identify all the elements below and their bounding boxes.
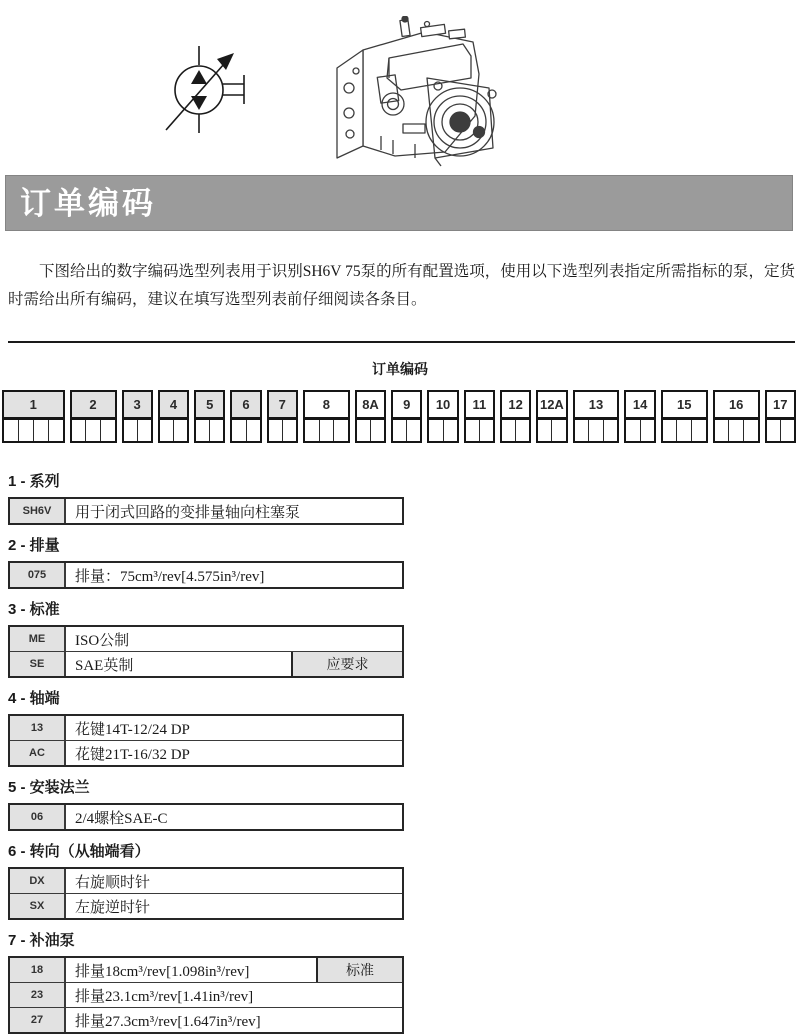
order-code-entry-cell (85, 420, 100, 441)
order-code-entry-cell (173, 420, 187, 441)
option-code-cell: 075 (10, 563, 66, 587)
order-code-entry-cell (137, 420, 151, 441)
option-code-cell: 27 (10, 1008, 66, 1032)
order-code-entry-cells (158, 419, 189, 443)
order-code-box-8A (355, 390, 386, 443)
order-code-entry-cell (479, 420, 493, 441)
table-row (10, 1007, 402, 1032)
section-table (8, 625, 404, 678)
option-sections (8, 446, 408, 1034)
order-code-entry-cell (767, 420, 780, 441)
order-code-entry-cells (2, 419, 65, 443)
order-code-box-label: 17 (765, 390, 796, 419)
order-code-entry-cell (715, 420, 729, 441)
order-code-box-label: 13 (573, 390, 620, 419)
option-description-cell: 排量27.3cm³/rev[1.647in³/rev] (75, 1013, 261, 1030)
order-code-entry-cells (427, 419, 458, 443)
option-code-cell: 18 (10, 958, 66, 982)
order-code-entry-cell (305, 420, 319, 441)
intro-paragraph: 下图给出的数字编码选型列表用于识别SH6V 75泵的所有配置选项，使用以下选型列表指定所需指标的泵，定货时需给出所有编码，建议在填写选型列表前仔细阅读各条目。 (8, 262, 795, 308)
section-banner-title: 订单编码 (20, 185, 156, 221)
option-description-cell: 用于闭式回路的变排量轴向柱塞泵 (75, 504, 301, 521)
order-code-entry-cells (500, 419, 531, 443)
order-code-entry-cell (196, 420, 209, 441)
order-code-box-16 (713, 390, 760, 443)
order-code-entry-cell (780, 420, 794, 441)
order-code-entry-cell (538, 420, 551, 441)
order-code-box-9 (391, 390, 422, 443)
section-table (8, 714, 404, 767)
order-code-entry-cells (713, 419, 760, 443)
option-code-cell: AC (10, 741, 66, 765)
option-description-cell: ISO公制 (75, 632, 130, 649)
section-title: 1 - 系列 (8, 473, 60, 490)
order-code-entry-cell (743, 420, 758, 441)
order-code-entry-cell (603, 420, 618, 441)
order-code-entry-cell (100, 420, 115, 441)
order-code-entry-cells (194, 419, 225, 443)
option-code-cell: SH6V (10, 499, 66, 523)
option-code-cell: 06 (10, 805, 66, 829)
order-code-entry-cells (122, 419, 153, 443)
option-section (8, 598, 408, 678)
order-code-box-row (2, 390, 796, 443)
horizontal-rule (8, 341, 795, 343)
order-code-box-4 (158, 390, 189, 443)
order-code-entry-cells (303, 419, 350, 443)
section-title: 2 - 排量 (8, 537, 60, 554)
order-code-entry-cells (355, 419, 386, 443)
table-row (10, 982, 402, 1007)
order-code-entry-cell (357, 420, 370, 441)
order-code-entry-cell (33, 420, 48, 441)
section-title: 6 - 转向（从轴端看） (8, 843, 150, 860)
order-code-entry-cell (676, 420, 691, 441)
order-code-entry-cell (551, 420, 565, 441)
option-section (8, 470, 408, 525)
option-description-cell: 花键14T-12/24 DP (75, 721, 190, 738)
option-description-cell: SAE英制 (75, 657, 134, 674)
order-code-box-label: 14 (624, 390, 655, 419)
table-row (10, 740, 402, 765)
order-code-box-label: 4 (158, 390, 189, 419)
order-code-box-label: 10 (427, 390, 458, 419)
order-code-box-label: 1 (2, 390, 65, 419)
order-code-box-label: 6 (230, 390, 261, 419)
order-code-entry-cell (282, 420, 296, 441)
order-code-entry-cells (391, 419, 422, 443)
order-code-entry-cell (4, 420, 18, 441)
order-code-box-label: 2 (70, 390, 117, 419)
order-code-entry-cell (18, 420, 33, 441)
order-code-box-label: 11 (464, 390, 495, 419)
section-table (8, 561, 404, 589)
option-section (8, 534, 408, 589)
order-code-box-label: 8A (355, 390, 386, 419)
option-code-cell: SE (10, 652, 66, 676)
option-code-cell: 23 (10, 983, 66, 1007)
order-code-entry-cells (267, 419, 298, 443)
order-code-entry-cell (588, 420, 603, 441)
order-code-box-label: 7 (267, 390, 298, 419)
order-code-entry-cell (370, 420, 384, 441)
order-code-entry-cells (573, 419, 620, 443)
order-code-entry-cell (209, 420, 223, 441)
section-banner (5, 175, 793, 231)
table-row (10, 563, 402, 587)
order-code-entry-cell (640, 420, 654, 441)
order-code-entry-cells (70, 419, 117, 443)
section-table (8, 803, 404, 831)
order-code-box-8 (303, 390, 350, 443)
order-code-entry-cell (515, 420, 529, 441)
option-section (8, 776, 408, 831)
pump-technical-drawing (323, 16, 503, 168)
section-table (8, 497, 404, 525)
order-code-box-label: 9 (391, 390, 422, 419)
table-row (10, 716, 402, 740)
section-table (8, 956, 404, 1034)
order-code-box-7 (267, 390, 298, 443)
order-code-entry-cell (429, 420, 442, 441)
order-code-box-label: 5 (194, 390, 225, 419)
table-row (10, 627, 402, 651)
table-row (10, 805, 402, 829)
order-code-box-label: 12 (500, 390, 531, 419)
order-code-entry-cells (230, 419, 261, 443)
order-code-entry-cell (72, 420, 86, 441)
order-code-entry-cell (626, 420, 639, 441)
option-description-cell: 2/4螺栓SAE-C (75, 810, 168, 827)
order-code-heading: 订单编码 (372, 361, 428, 377)
section-title: 3 - 标准 (8, 601, 60, 618)
order-code-box-15 (661, 390, 708, 443)
table-row (10, 869, 402, 893)
order-code-box-label: 8 (303, 390, 350, 419)
option-section (8, 840, 408, 920)
order-code-entry-cell (443, 420, 457, 441)
order-code-box-12A (536, 390, 567, 443)
order-code-entry-cell (48, 420, 63, 441)
order-code-box-3 (122, 390, 153, 443)
order-code-entry-cell (575, 420, 589, 441)
option-description-cell: 花键21T-16/32 DP (75, 746, 190, 763)
order-code-entry-cells (536, 419, 567, 443)
order-code-entry-cell (160, 420, 173, 441)
order-code-entry-cell (466, 420, 479, 441)
option-code-cell: ME (10, 627, 66, 651)
order-code-box-label: 3 (122, 390, 153, 419)
order-code-entry-cell (319, 420, 334, 441)
order-code-entry-cell (246, 420, 260, 441)
order-code-box-12 (500, 390, 531, 443)
option-description-cell: 排量18cm³/rev[1.098in³/rev] (75, 963, 250, 980)
option-description-cell: 左旋逆时针 (75, 899, 151, 916)
order-code-entry-cell (333, 420, 348, 441)
order-code-entry-cells (765, 419, 796, 443)
order-code-box-13 (573, 390, 620, 443)
option-description-cell: 右旋顺时针 (75, 874, 151, 891)
order-code-entry-cell (691, 420, 706, 441)
order-code-entry-cell (232, 420, 245, 441)
section-title: 5 - 安装法兰 (8, 779, 90, 796)
order-code-box-17 (765, 390, 796, 443)
order-code-box-label: 12A (536, 390, 567, 419)
option-description-cell: 排量：75cm³/rev[4.575in³/rev] (75, 568, 265, 585)
order-code-box-6 (230, 390, 261, 443)
order-code-entry-cells (624, 419, 655, 443)
order-code-box-11 (464, 390, 495, 443)
order-code-entry-cell (728, 420, 743, 441)
order-code-entry-cell (124, 420, 137, 441)
section-title: 4 - 轴端 (8, 690, 60, 707)
section-table (8, 867, 404, 920)
option-description-cell: 排量23.1cm³/rev[1.41in³/rev] (75, 988, 254, 1005)
order-code-entry-cell (393, 420, 406, 441)
pump-schematic-symbol-icon (158, 33, 258, 143)
order-code-box-2 (70, 390, 117, 443)
table-row (10, 651, 402, 676)
section-title: 7 - 补油泵 (8, 932, 75, 949)
order-code-entry-cells (464, 419, 495, 443)
order-code-entry-cell (269, 420, 282, 441)
order-code-box-1 (2, 390, 65, 443)
option-section (8, 929, 408, 1034)
table-row (10, 499, 402, 523)
order-code-box-10 (427, 390, 458, 443)
order-code-box-label: 16 (713, 390, 760, 419)
option-code-cell: DX (10, 869, 66, 893)
order-code-box-14 (624, 390, 655, 443)
table-row (10, 958, 402, 982)
table-row (10, 893, 402, 918)
order-code-box-label: 15 (661, 390, 708, 419)
option-code-cell: 13 (10, 716, 66, 740)
order-code-entry-cells (661, 419, 708, 443)
order-code-entry-cell (406, 420, 420, 441)
order-code-entry-cell (663, 420, 677, 441)
order-code-box-5 (194, 390, 225, 443)
option-code-cell: SX (10, 894, 66, 918)
option-note-cell: 应要求 (291, 652, 402, 676)
order-code-entry-cell (502, 420, 515, 441)
option-note-cell: 标准 (316, 958, 402, 982)
option-section (8, 687, 408, 767)
